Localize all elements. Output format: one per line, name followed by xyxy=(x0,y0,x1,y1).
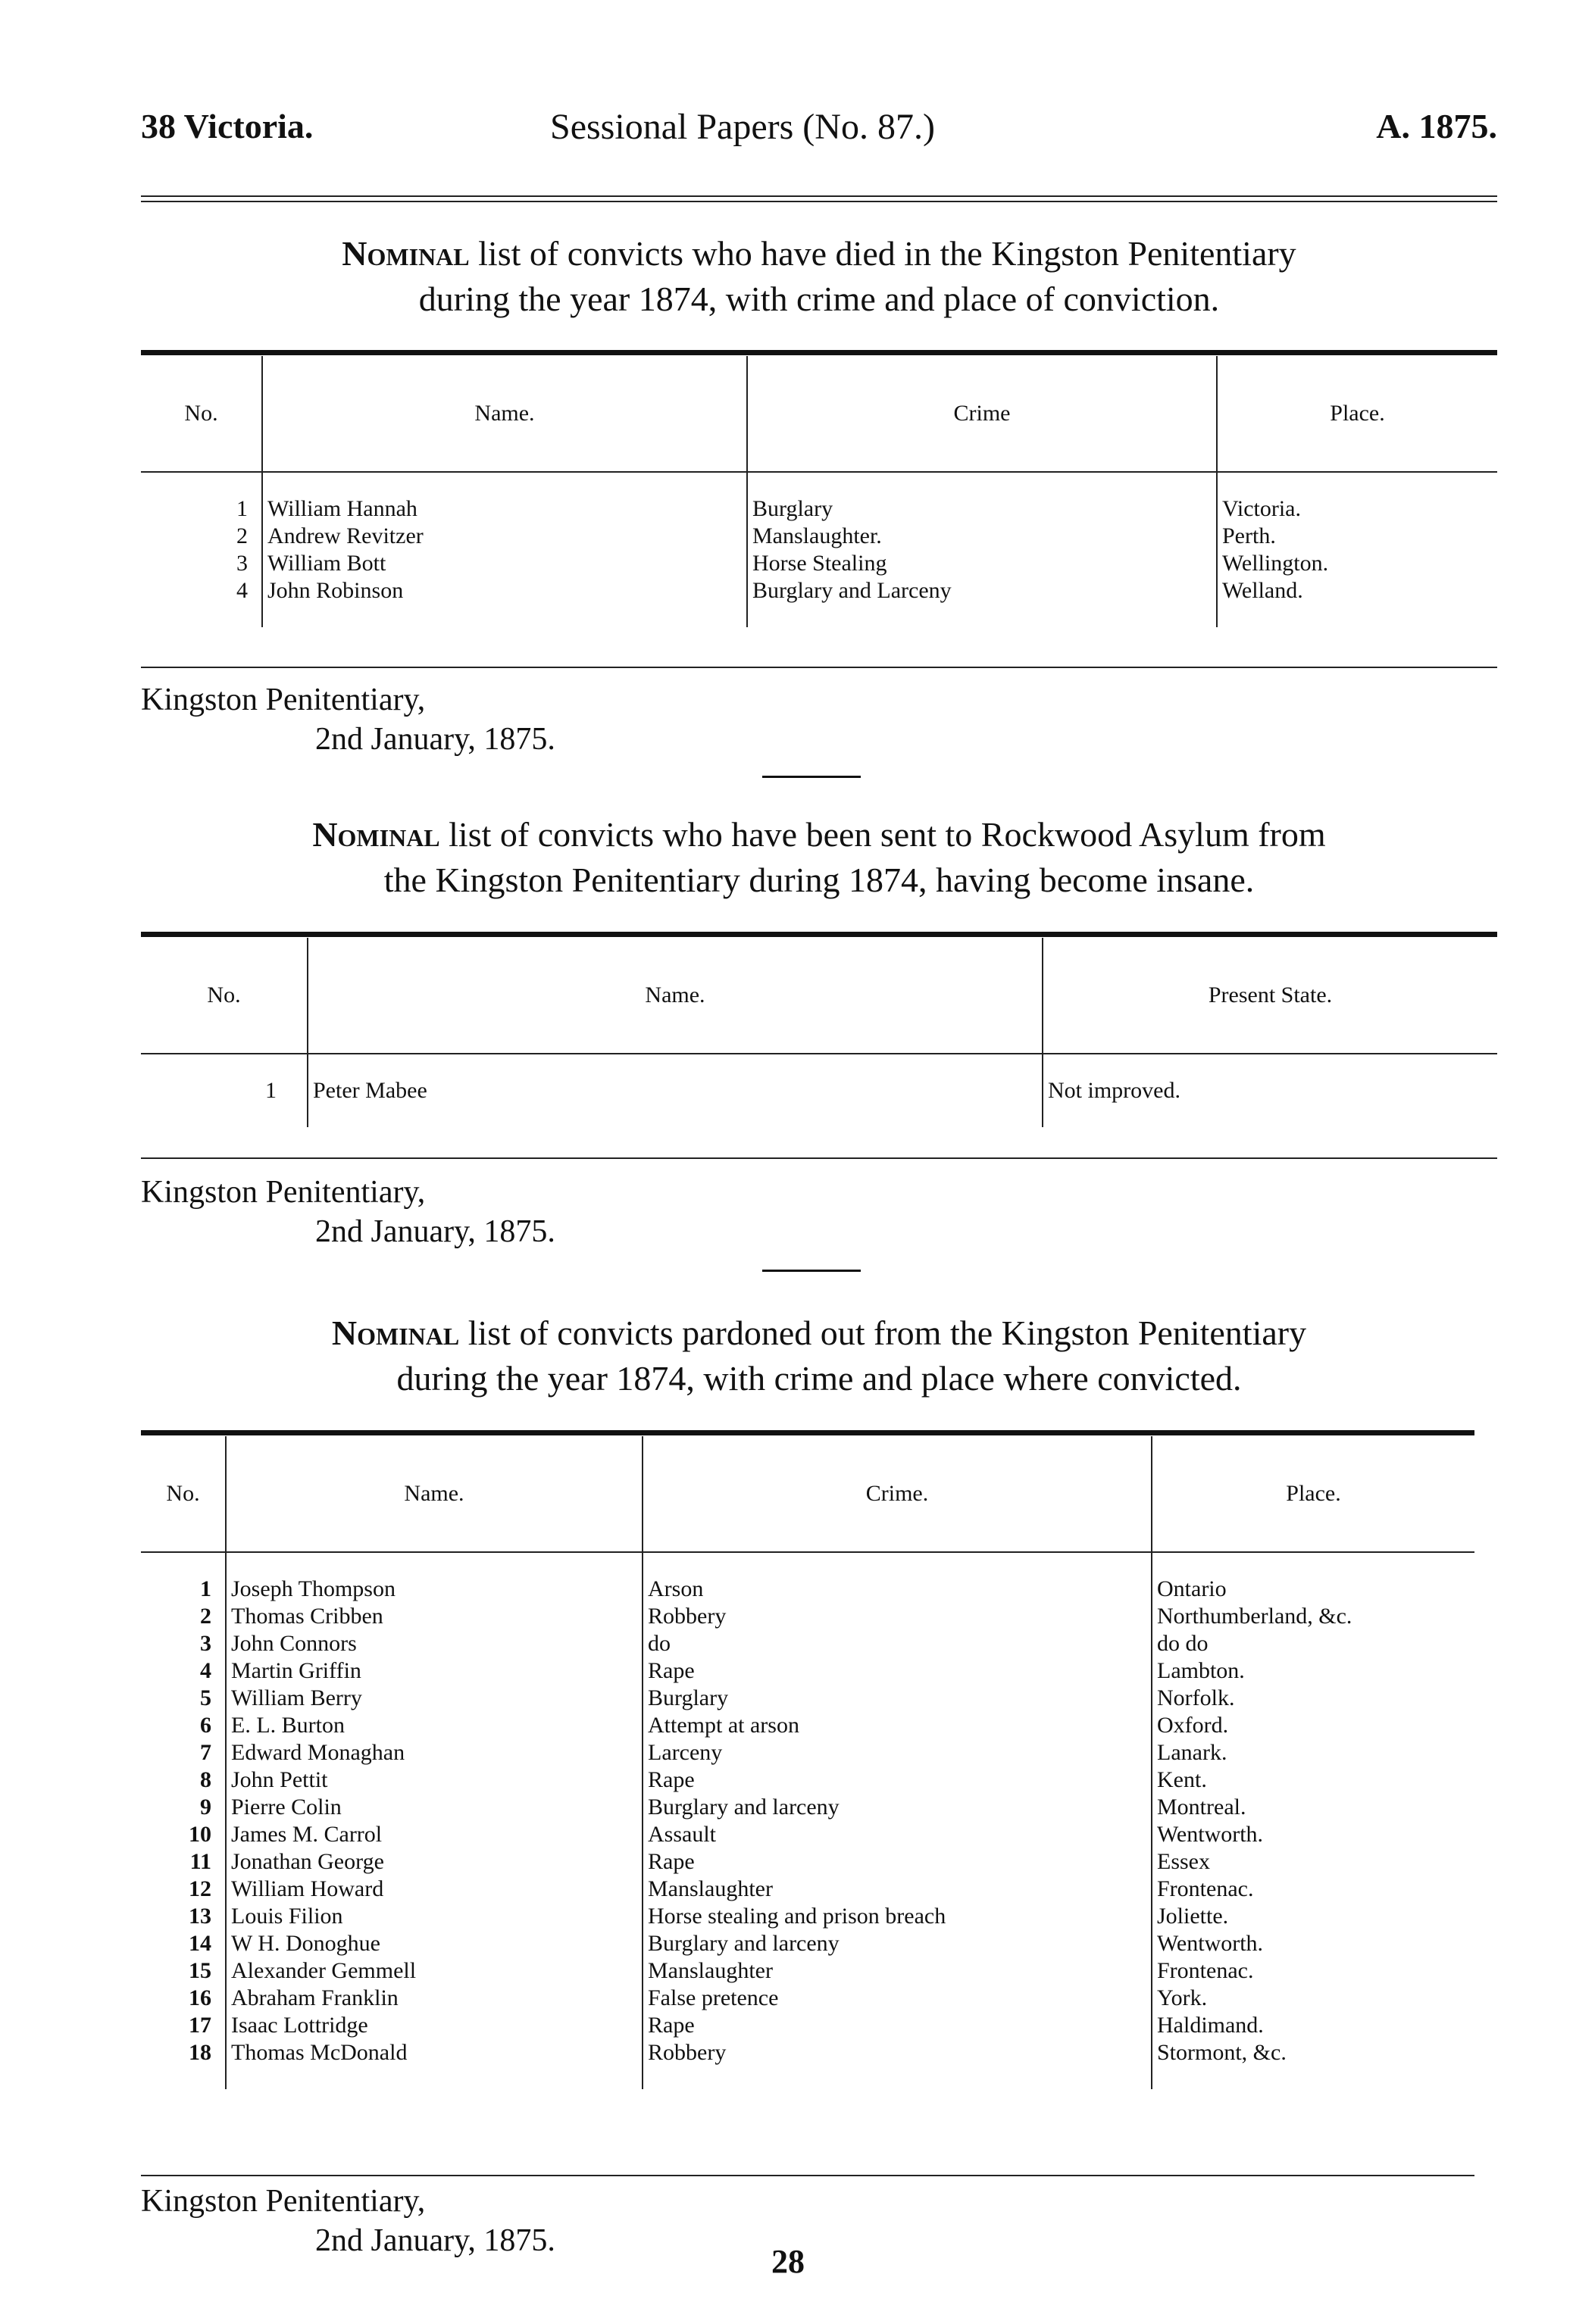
row-crime: Rape xyxy=(643,2012,1152,2039)
row-place: Essex xyxy=(1152,1848,1474,1876)
col-header-place: Place. xyxy=(1152,1436,1474,1552)
row-no: 3 xyxy=(236,551,248,576)
row-place: Frontenac. xyxy=(1152,1876,1474,1903)
section2-sign-line1: Kingston Penitentiary, xyxy=(141,1175,426,1210)
col-header-name: Name. xyxy=(262,356,747,472)
row-name: Isaac Lottridge xyxy=(226,2012,643,2039)
row-no: 15 xyxy=(189,1958,211,1983)
section3-title-line2: during the year 1874, with crime and place where convicted. xyxy=(396,1359,1242,1398)
row-crime: Manslaughter xyxy=(643,1876,1152,1903)
deaths-table xyxy=(141,356,1497,627)
col-header-crime: Crime. xyxy=(643,1436,1152,1552)
row-no: 9 xyxy=(200,1795,211,1820)
table-row xyxy=(141,1077,1497,1104)
table-row xyxy=(141,1766,1474,1794)
row-name: E. L. Burton xyxy=(226,1712,643,1739)
row-no: 12 xyxy=(189,1876,211,1901)
row-name: Alexander Gemmell xyxy=(226,1957,643,1985)
row-name: William Berry xyxy=(226,1685,643,1712)
row-no: 3 xyxy=(200,1631,211,1656)
row-place: Haldimand. xyxy=(1152,2012,1474,2039)
row-place: Oxford. xyxy=(1152,1712,1474,1739)
row-no: 14 xyxy=(189,1931,211,1956)
row-no: 4 xyxy=(200,1658,211,1683)
table-row xyxy=(141,1985,1474,2012)
header-year: A. 1875. xyxy=(1376,107,1497,145)
row-name: Thomas Cribben xyxy=(226,1603,643,1630)
section1-title-line2: during the year 1874, with crime and place of conviction. xyxy=(418,280,1220,318)
pardoned-table xyxy=(141,1436,1474,2089)
section1-sign-line1: Kingston Penitentiary, xyxy=(141,683,426,717)
table-row xyxy=(141,495,1497,523)
row-place: do do xyxy=(1152,1630,1474,1657)
row-crime: Burglary xyxy=(747,495,1217,523)
section1-title xyxy=(141,231,1497,322)
row-no: 2 xyxy=(200,1604,211,1629)
row-place: Wentworth. xyxy=(1152,1930,1474,1957)
table-header-row xyxy=(141,356,1497,472)
page-header xyxy=(141,106,1497,159)
table-row xyxy=(141,550,1497,577)
section2-title-line1: list of convicts who have been sent to Rockwood Asylum from xyxy=(449,815,1326,854)
table-row xyxy=(141,1657,1474,1685)
table-row xyxy=(141,1685,1474,1712)
row-crime: Burglary and Larceny xyxy=(747,577,1217,604)
section2-table-bottom xyxy=(141,1157,1497,1159)
row-no: 16 xyxy=(189,1985,211,2010)
table-row xyxy=(141,1712,1474,1739)
table-row xyxy=(141,1930,1474,1957)
row-crime: Assault xyxy=(643,1821,1152,1848)
col-header-no: No. xyxy=(141,938,308,1054)
col-header-place: Place. xyxy=(1217,356,1497,472)
row-name: Martin Griffin xyxy=(226,1657,643,1685)
row-place: Welland. xyxy=(1217,577,1497,604)
row-crime: Robbery xyxy=(643,1603,1152,1630)
row-crime: Manslaughter. xyxy=(747,523,1217,550)
section2-sign-line2: 2nd January, 1875. xyxy=(315,1214,555,1249)
section3-sign-line2: 2nd January, 1875. xyxy=(315,2223,555,2258)
row-name: Abraham Franklin xyxy=(226,1985,643,2012)
row-name: John Pettit xyxy=(226,1766,643,1794)
col-header-name: Name. xyxy=(226,1436,643,1552)
section1-table-topbar xyxy=(141,350,1497,355)
row-no: 5 xyxy=(200,1685,211,1710)
row-state: Not improved. xyxy=(1043,1077,1497,1104)
row-name: Edward Monaghan xyxy=(226,1739,643,1766)
row-place: Ontario xyxy=(1152,1576,1474,1603)
row-place: Kent. xyxy=(1152,1766,1474,1794)
table-header-row xyxy=(141,938,1497,1054)
row-place: Lanark. xyxy=(1152,1739,1474,1766)
col-header-no: No. xyxy=(141,1436,226,1552)
col-header-crime: Crime xyxy=(747,356,1217,472)
section3-table-topbar xyxy=(141,1430,1474,1435)
row-crime: Burglary and larceny xyxy=(643,1930,1152,1957)
row-crime: Horse stealing and prison breach xyxy=(643,1903,1152,1930)
row-name: Andrew Revitzer xyxy=(262,523,747,550)
row-crime: Attempt at arson xyxy=(643,1712,1152,1739)
table-row xyxy=(141,1903,1474,1930)
table-row xyxy=(141,2012,1474,2039)
col-header-no: No. xyxy=(141,356,262,472)
row-place: Wellington. xyxy=(1217,550,1497,577)
row-crime: False pretence xyxy=(643,1985,1152,2012)
row-name: Thomas McDonald xyxy=(226,2039,643,2066)
section3-table-bottom xyxy=(141,2175,1474,2176)
table-row xyxy=(141,1848,1474,1876)
row-name: William Bott xyxy=(262,550,747,577)
header-papers: Sessional Papers (No. 87.) xyxy=(550,107,935,147)
table-row xyxy=(141,1603,1474,1630)
section3-sign-line1: Kingston Penitentiary, xyxy=(141,2184,426,2219)
table-row xyxy=(141,1739,1474,1766)
row-name: William Howard xyxy=(226,1876,643,1903)
row-crime: Rape xyxy=(643,1766,1152,1794)
row-name: Pierre Colin xyxy=(226,1794,643,1821)
section2-title-lead: Nominal xyxy=(312,815,440,854)
section1-title-line1: list of convicts who have died in the Kingston Penitentiary xyxy=(478,234,1296,273)
section2-signature xyxy=(141,1173,555,1251)
table-row xyxy=(141,577,1497,604)
row-name: John Robinson xyxy=(262,577,747,604)
section2-title xyxy=(141,812,1497,903)
table-row xyxy=(141,1821,1474,1848)
table-row xyxy=(141,1576,1474,1603)
table-row xyxy=(141,1794,1474,1821)
row-crime: Horse Stealing xyxy=(747,550,1217,577)
row-no: 18 xyxy=(189,2040,211,2065)
row-crime: Rape xyxy=(643,1848,1152,1876)
section1-title-lead: Nominal xyxy=(342,234,470,273)
row-name: James M. Carrol xyxy=(226,1821,643,1848)
table-row xyxy=(141,1957,1474,1985)
section2-table-topbar xyxy=(141,932,1497,937)
section1-table-bottom xyxy=(141,667,1497,668)
row-name: Joseph Thompson xyxy=(226,1576,643,1603)
row-crime: do xyxy=(643,1630,1152,1657)
col-header-state: Present State. xyxy=(1043,938,1497,1054)
table-row xyxy=(141,1876,1474,1903)
row-place: Stormont, &c. xyxy=(1152,2039,1474,2066)
section2-title-line2: the Kingston Penitentiary during 1874, having become insane. xyxy=(383,861,1255,899)
row-no: 1 xyxy=(236,496,248,521)
row-no: 1 xyxy=(265,1078,277,1103)
page-number: 28 xyxy=(771,2243,805,2280)
row-crime: Burglary and larceny xyxy=(643,1794,1152,1821)
row-place: Frontenac. xyxy=(1152,1957,1474,1985)
row-crime: Manslaughter xyxy=(643,1957,1152,1985)
section3-title-line1: list of convicts pardoned out from the Kingston Penitentiary xyxy=(467,1313,1307,1352)
row-no: 7 xyxy=(200,1740,211,1765)
pardoned-rows xyxy=(141,1576,1474,2066)
row-no: 6 xyxy=(200,1713,211,1738)
row-crime: Larceny xyxy=(643,1739,1152,1766)
row-crime: Arson xyxy=(643,1576,1152,1603)
row-no: 10 xyxy=(189,1822,211,1847)
row-crime: Burglary xyxy=(643,1685,1152,1712)
section1-signature xyxy=(141,680,555,759)
row-no: 17 xyxy=(189,2013,211,2038)
table-row xyxy=(141,1630,1474,1657)
row-no: 4 xyxy=(236,578,248,603)
row-no: 8 xyxy=(200,1767,211,1792)
row-no: 2 xyxy=(236,523,248,548)
asylum-table xyxy=(141,938,1497,1127)
row-name: Jonathan George xyxy=(226,1848,643,1876)
row-crime: Rape xyxy=(643,1657,1152,1685)
row-place: Northumberland, &c. xyxy=(1152,1603,1474,1630)
row-name: John Connors xyxy=(226,1630,643,1657)
row-place: York. xyxy=(1152,1985,1474,2012)
col-header-name: Name. xyxy=(308,938,1043,1054)
row-place: Norfolk. xyxy=(1152,1685,1474,1712)
row-name: Peter Mabee xyxy=(308,1077,1043,1104)
section3-title-lead: Nominal xyxy=(331,1313,460,1352)
row-place: Perth. xyxy=(1217,523,1497,550)
table-header-row xyxy=(141,1436,1474,1552)
table-row xyxy=(141,2039,1474,2066)
row-place: Victoria. xyxy=(1217,495,1497,523)
header-session: 38 Victoria. xyxy=(141,107,314,145)
row-place: Joliette. xyxy=(1152,1903,1474,1930)
row-place: Wentworth. xyxy=(1152,1821,1474,1848)
row-no: 13 xyxy=(189,1904,211,1929)
section3-title xyxy=(141,1310,1497,1401)
row-no: 11 xyxy=(189,1849,211,1874)
row-place: Lambton. xyxy=(1152,1657,1474,1685)
row-crime: Robbery xyxy=(643,2039,1152,2066)
row-no: 1 xyxy=(200,1576,211,1601)
section-separator xyxy=(762,1270,861,1272)
row-place: Montreal. xyxy=(1152,1794,1474,1821)
row-name: Louis Filion xyxy=(226,1903,643,1930)
row-name: W H. Donoghue xyxy=(226,1930,643,1957)
header-rule xyxy=(141,195,1497,202)
section1-sign-line2: 2nd January, 1875. xyxy=(315,722,555,757)
row-name: William Hannah xyxy=(262,495,747,523)
table-row xyxy=(141,523,1497,550)
section-separator xyxy=(762,776,861,778)
